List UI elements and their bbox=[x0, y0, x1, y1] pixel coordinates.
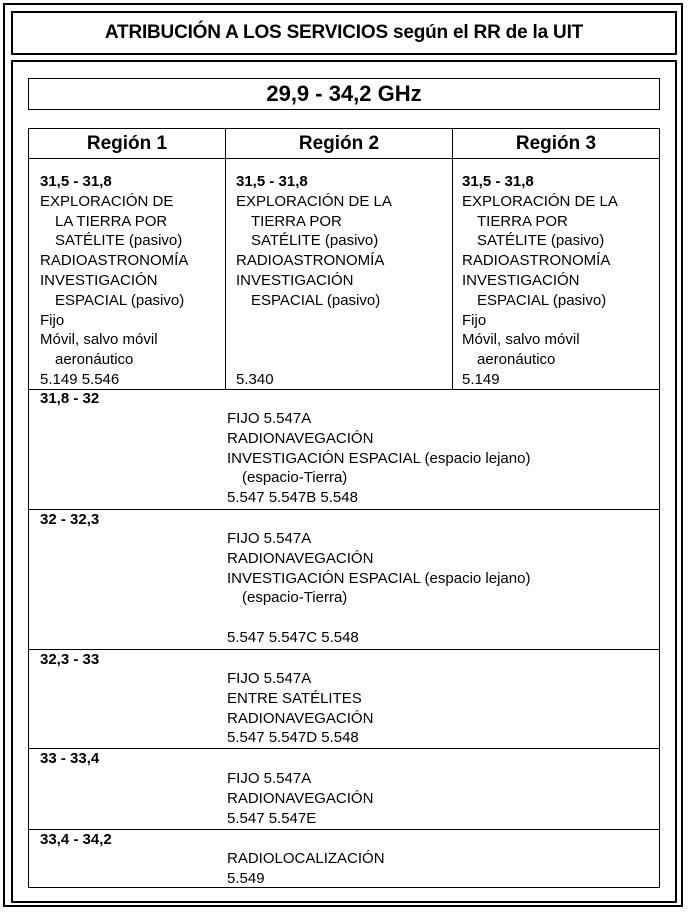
list-item: RADIONAVEGACIÓN bbox=[227, 789, 374, 807]
region-2-footnote-refs: 5.340 bbox=[236, 371, 274, 388]
row-services-31-8 bbox=[227, 409, 530, 508]
row-divider bbox=[29, 829, 659, 830]
list-item: ENTRE SATÉLITES bbox=[227, 689, 362, 707]
list-item: FIJO 5.547A bbox=[227, 410, 312, 427]
list-item: FIJO 5.547A bbox=[227, 530, 312, 547]
list-item: RADIOASTRONOMÍA bbox=[40, 252, 189, 270]
list-item: (espacio-Tierra) bbox=[242, 589, 348, 607]
list-item: SATÉLITE (pasivo) bbox=[55, 232, 183, 250]
header-region-2: Región 2 bbox=[298, 132, 380, 154]
row-services-32 bbox=[227, 529, 530, 648]
row-range-32-3: 32,3 - 33 bbox=[40, 651, 100, 668]
footnote-refs: 5.549 bbox=[227, 869, 265, 887]
list-item: TIERRA POR bbox=[477, 212, 568, 230]
allocation-table bbox=[28, 128, 660, 888]
list-item: Fijo bbox=[462, 311, 487, 329]
list-item: RADIONAVEGACIÓN bbox=[227, 429, 374, 447]
list-item: Fijo bbox=[40, 311, 65, 329]
list-item: INVESTIGACIÓN bbox=[236, 271, 354, 289]
footnote-refs: 5.547 5.547D 5.548 bbox=[227, 729, 359, 747]
table-header-row bbox=[29, 129, 659, 159]
list-item: INVESTIGACIÓN ESPACIAL (espacio lejano) bbox=[227, 569, 531, 587]
list-item: SATÉLITE (pasivo) bbox=[251, 232, 379, 250]
footnote-refs: 5.149 bbox=[462, 370, 500, 388]
list-item: SATÉLITE (pasivo) bbox=[477, 232, 605, 250]
row-divider bbox=[29, 649, 659, 650]
header-region-1: Región 1 bbox=[86, 132, 168, 154]
divider-region-2-3 bbox=[452, 129, 453, 389]
list-item: RADIOASTRONOMÍA bbox=[236, 252, 385, 270]
list-item: ESPACIAL (pasivo) bbox=[477, 291, 607, 309]
list-item: FIJO 5.547A bbox=[227, 670, 312, 687]
list-item: Móvil, salvo móvil bbox=[462, 331, 580, 349]
list-item: FIJO 5.547A bbox=[227, 770, 312, 787]
region-3-cell bbox=[462, 172, 618, 390]
frequency-band: 29,9 - 34,2 GHz bbox=[28, 78, 660, 110]
row-range-33-4: 33,4 - 34,2 bbox=[40, 831, 112, 848]
list-item: RADIOASTRONOMÍA bbox=[462, 252, 611, 270]
row-range-31-8: 31,8 - 32 bbox=[40, 390, 100, 407]
footnote-refs: 5.149 5.546 bbox=[40, 370, 120, 388]
region-2-range: 31,5 - 31,8 bbox=[236, 173, 308, 190]
row-divider bbox=[29, 389, 659, 390]
row-services-33-4 bbox=[227, 849, 385, 889]
header-region-3: Región 3 bbox=[515, 132, 597, 154]
list-item: EXPLORACIÓN DE LA bbox=[462, 192, 618, 210]
region-1-range: 31,5 - 31,8 bbox=[40, 173, 112, 190]
list-item: INVESTIGACIÓN bbox=[40, 271, 158, 289]
footnote-refs: 5.547 5.547B 5.548 bbox=[227, 489, 358, 507]
list-item: aeronáutico bbox=[55, 351, 134, 369]
divider-region-1-2 bbox=[225, 129, 226, 389]
list-item: RADIONAVEGACIÓN bbox=[227, 549, 374, 567]
footnote-refs: 5.547 5.547E bbox=[227, 809, 317, 827]
list-item: EXPLORACIÓN DE LA bbox=[236, 192, 392, 210]
page-title: ATRIBUCIÓN A LOS SERVICIOS según el RR de la UIT bbox=[11, 11, 677, 55]
region-1-cell bbox=[40, 172, 188, 390]
region-2-cell bbox=[236, 172, 392, 311]
list-item: TIERRA POR bbox=[251, 212, 342, 230]
row-services-33 bbox=[227, 769, 373, 828]
list-item: ESPACIAL (pasivo) bbox=[55, 291, 185, 309]
spacer bbox=[227, 608, 530, 628]
region-3-range: 31,5 - 31,8 bbox=[462, 173, 534, 190]
list-item: ESPACIAL (pasivo) bbox=[251, 291, 381, 309]
list-item: EXPLORACIÓN DE bbox=[40, 192, 174, 210]
row-range-32: 32 - 32,3 bbox=[40, 511, 100, 528]
list-item: LA TIERRA POR bbox=[55, 212, 168, 230]
list-item: INVESTIGACIÓN bbox=[462, 271, 580, 289]
list-item: (espacio-Tierra) bbox=[242, 469, 348, 487]
row-range-33: 33 - 33,4 bbox=[40, 750, 100, 767]
list-item: Móvil, salvo móvil bbox=[40, 331, 158, 349]
list-item: RADIONAVEGACIÓN bbox=[227, 709, 374, 727]
list-item: aeronáutico bbox=[477, 351, 556, 369]
footnote-refs: 5.547 5.547C 5.548 bbox=[227, 628, 359, 646]
list-item: INVESTIGACIÓN ESPACIAL (espacio lejano) bbox=[227, 449, 531, 467]
row-divider bbox=[29, 509, 659, 510]
row-services-32-3 bbox=[227, 669, 373, 748]
list-item: RADIOLOCALIZACIÓN bbox=[227, 850, 385, 867]
